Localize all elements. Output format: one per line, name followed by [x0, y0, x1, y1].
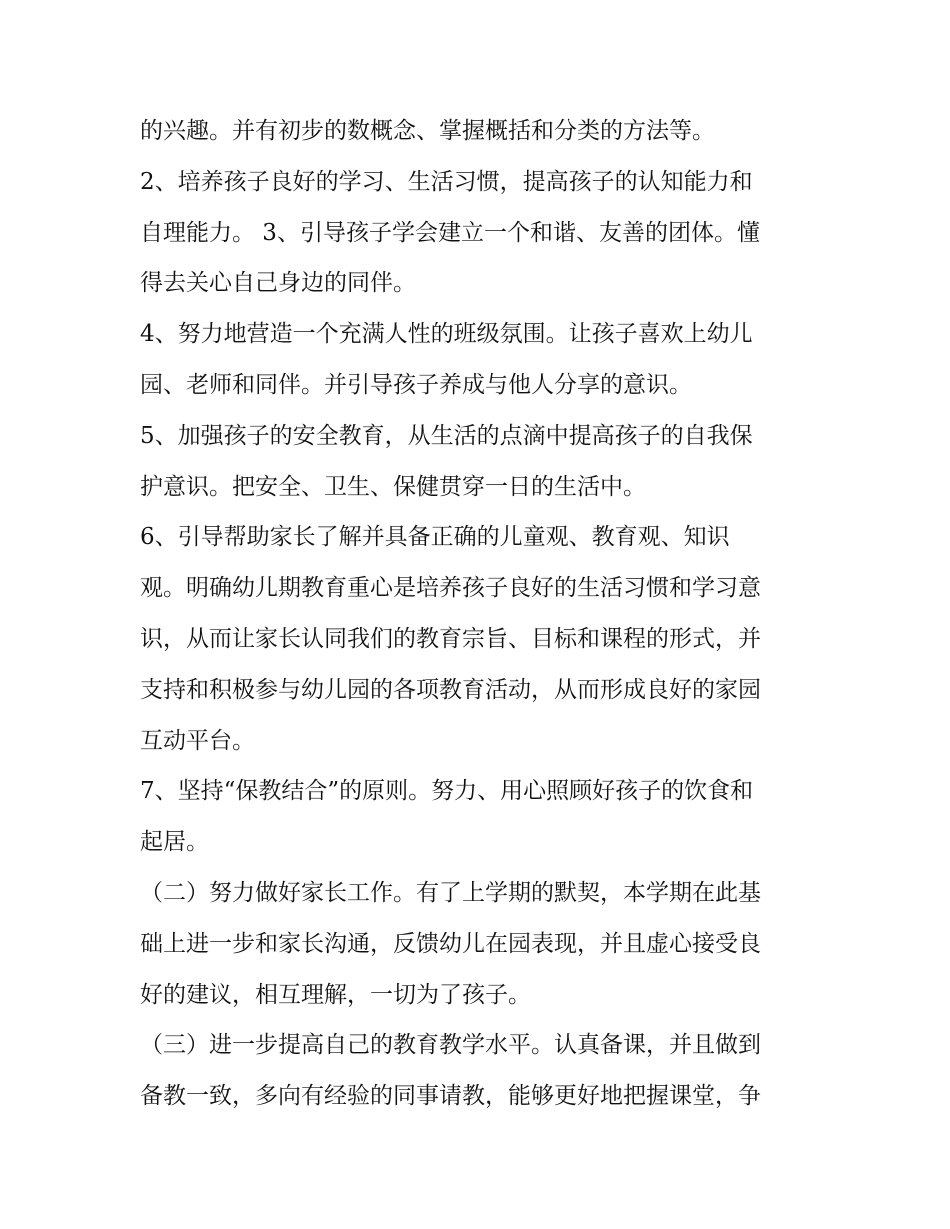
text-line-8: 护意识。把安全、卫生、保健贯穿一日的生活中。: [140, 473, 646, 500]
text-line-17: 础上进一步和家长沟通，反馈幼儿在园表现，并且虚心接受良: [140, 930, 761, 957]
text-line-3: 自理能力。 3、引导孩子学会建立一个和谐、友善的团体。懂: [140, 219, 760, 246]
text-line-6: 园、老师和同伴。并引导孩子养成与他人分享的意识。: [140, 371, 692, 398]
text-line-11: 识，从而让家长认同我们的教育宗旨、目标和课程的形式，并: [140, 625, 761, 652]
text-line-10: 观。明确幼儿期教育重心是培养孩子良好的生活习惯和学习意: [140, 575, 761, 602]
text-line-15: 起居。: [140, 829, 209, 856]
text-line-14: 7、坚持“保教结合”的原则。努力、用心照顾好孩子的饮食和: [140, 778, 754, 805]
text-line-12: 支持和积极参与幼儿园的各项教育活动，从而形成良好的家园: [140, 676, 761, 703]
text-line-2: 2、培养孩子良好的学习、生活习惯，提高孩子的认知能力和: [140, 168, 753, 195]
text-line-9: 6、引导帮助家长了解并具备正确的儿童观、教育观、知识: [140, 524, 730, 551]
text-line-4: 得去关心自己身边的同伴。: [140, 270, 416, 297]
text-line-16: （二）努力做好家长工作。有了上学期的默契，本学期在此基: [140, 879, 761, 906]
text-line-18: 好的建议，相互理解，一切为了孩子。: [140, 981, 531, 1008]
text-line-5: 4、努力地营造一个充满人性的班级氛围。让孩子喜欢上幼儿: [140, 321, 753, 348]
text-line-13: 互动平台。: [140, 727, 255, 754]
text-line-20: 备教一致，多向有经验的同事请教，能够更好地把握课堂，争: [140, 1083, 761, 1110]
text-line-19: （三）进一步提高自己的教育教学水平。认真备课，并且做到: [140, 1032, 761, 1059]
text-line-7: 5、加强孩子的安全教育，从生活的点滴中提高孩子的自我保: [140, 422, 753, 449]
text-line-1: 的兴趣。并有初步的数概念、掌握概括和分类的方法等。: [140, 118, 715, 144]
document-body: [140, 106, 820, 1122]
